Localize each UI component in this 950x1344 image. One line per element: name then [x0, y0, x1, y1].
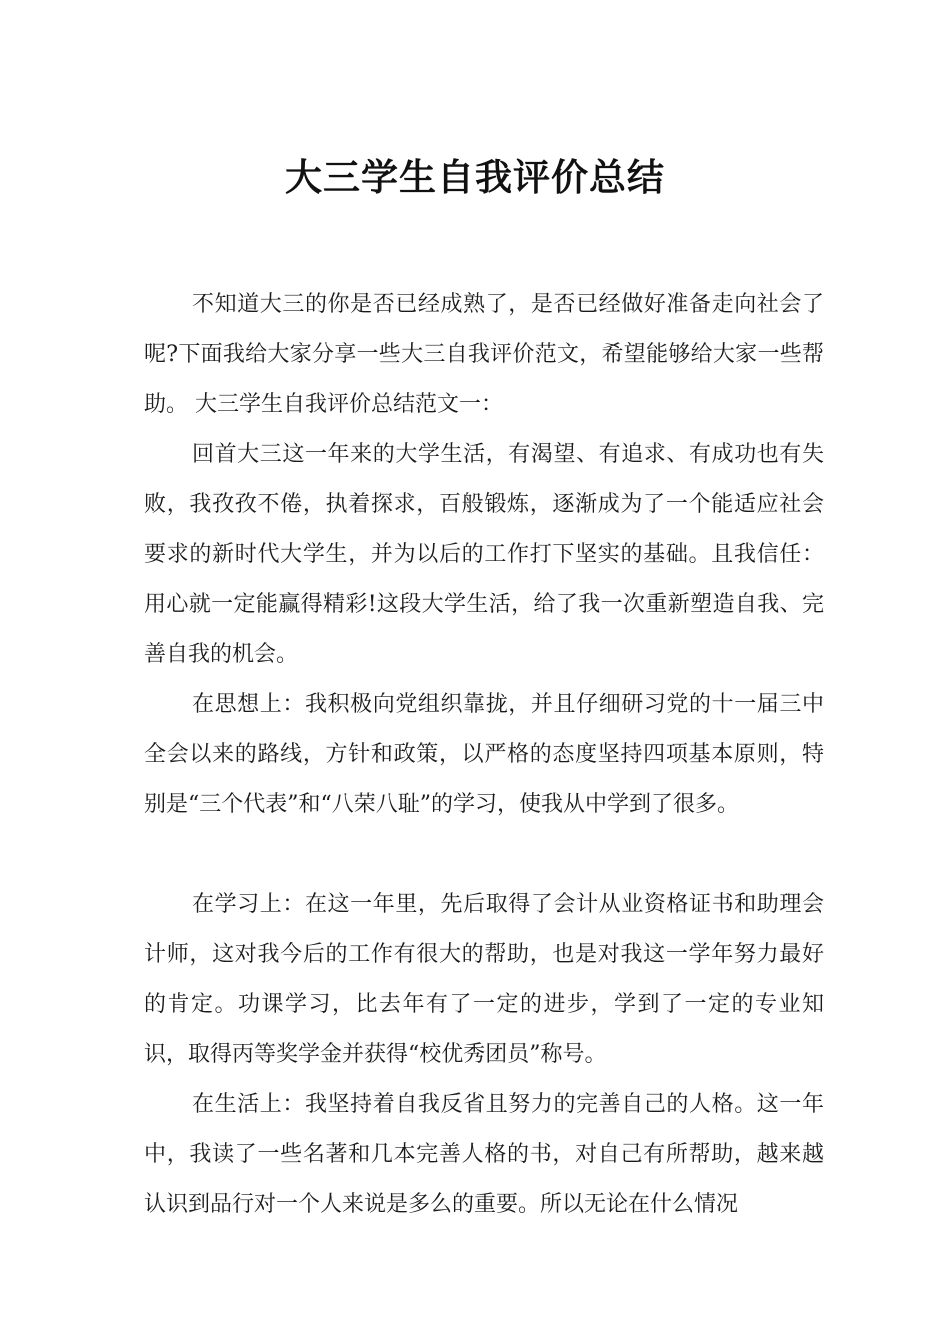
paragraph-study: 在学习上：在这一年里，先后取得了会计从业资格证书和助理会计师，这对我今后的工作有很大的帮助，也是对我这一学年努力最好的肯定。功课学习，比去年有了一定的进步，学到了一定的专业知识，取得丙等奖学金并获得“校优秀团员”称号。 — [144, 892, 824, 1067]
paragraph-review: 回首大三这一年来的大学生活，有渴望、有追求、有成功也有失败，我孜孜不倦，执着探求，百般锻炼，逐渐成为了一个能适应社会要求的新时代大学生，并为以后的工作打下坚实的基础。且我信任：用心就一定能赢得精彩!这段大学生活，给了我一次重新塑造自我、完善自我的机会。 — [144, 442, 824, 667]
document-title: 大三学生自我评价总结 — [285, 155, 665, 199]
paragraph-intro: 不知道大三的你是否已经成熟了，是否已经做好准备走向社会了呢?下面我给大家分享一些大三自我评价范文，希望能够给大家一些帮助。 大三学生自我评价总结范文一： — [144, 292, 824, 417]
paragraph-life: 在生活上：我坚持着自我反省且努力的完善自己的人格。这一年中，我读了一些名著和几本完善人格的书，对自己有所帮助，越来越认识到品行对一个人来说是多么的重要。所以无论在什么情况 — [144, 1092, 824, 1217]
paragraph-ideology: 在思想上：我积极向党组织靠拢，并且仔细研习党的十一届三中全会以来的路线，方针和政策，以严格的态度坚持四项基本原则，特别是“三个代表”和“八荣八耻”的学习，使我从中学到了很多。 — [144, 692, 824, 817]
document-body — [144, 280, 824, 1230]
paragraph-gap — [144, 830, 824, 880]
